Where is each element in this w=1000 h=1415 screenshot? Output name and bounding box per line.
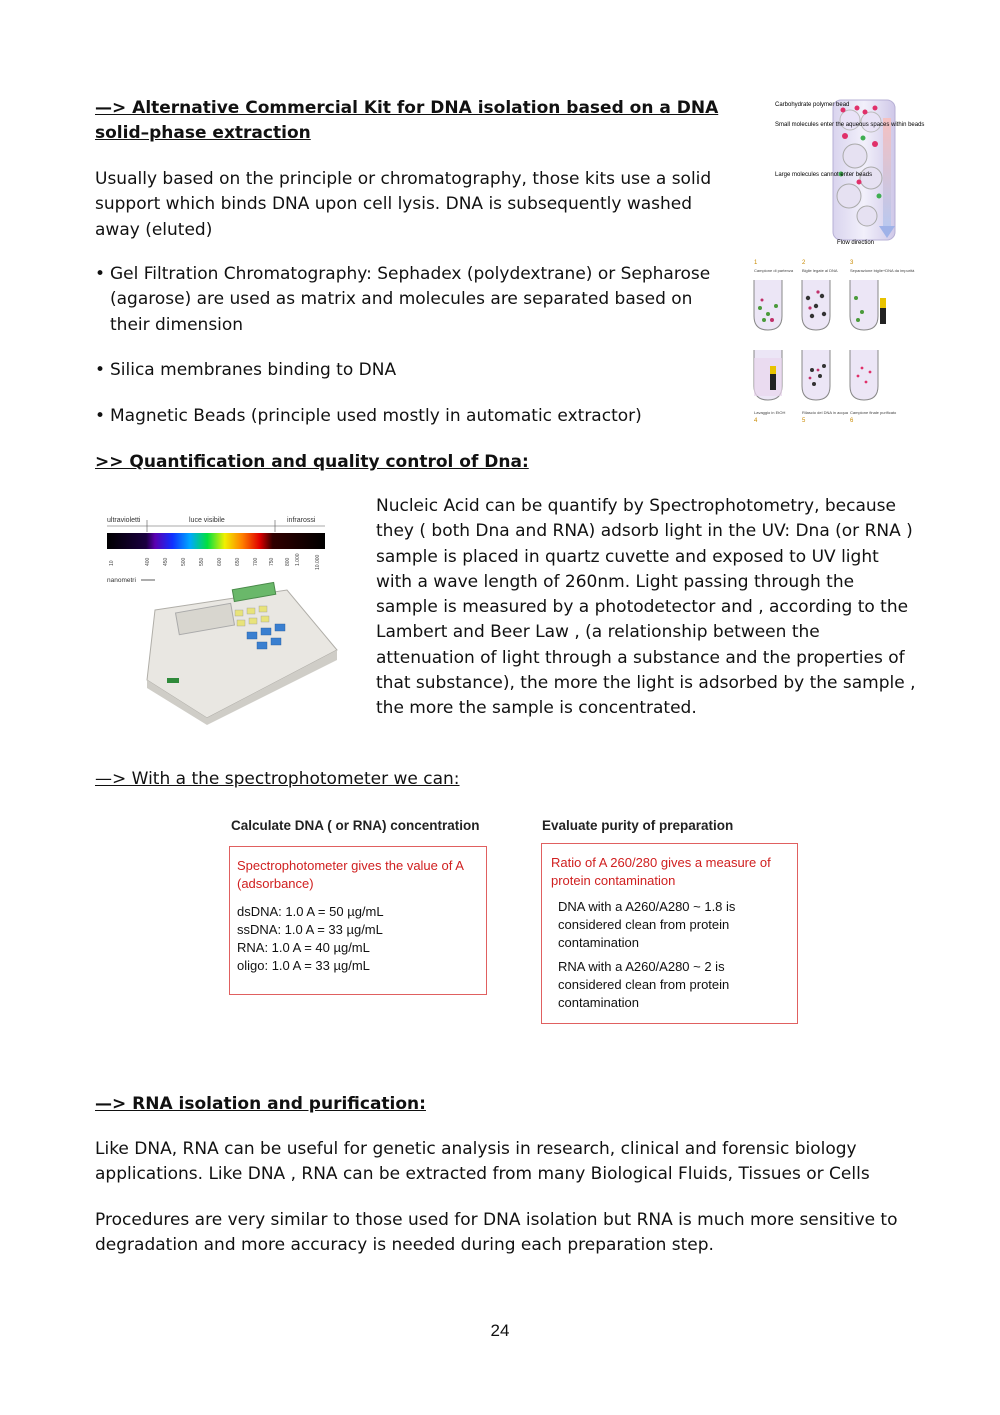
spectrum-tick: 700 <box>253 557 259 566</box>
concentration-line-dsdna: dsDNA: 1.0 A = 50 µg/mL <box>237 904 384 919</box>
spectrum-tick: 450 <box>163 557 169 566</box>
step-number: 3 <box>850 260 854 266</box>
bullet-dot: • <box>95 264 106 284</box>
step-number: 2 <box>802 260 806 266</box>
purity-box <box>541 843 798 1024</box>
spectrum-tick: 10 <box>109 560 115 566</box>
step-label: Lavaggio in EtOH <box>754 410 786 415</box>
purity-dna: DNA with a A260/A280 ~ 1.8 is considered clean from protein contamination <box>558 899 736 950</box>
spectrum-tick: 500 <box>181 557 187 566</box>
step-label: Biglie legate al DNA <box>802 268 838 273</box>
label-small-molecules: Small molecules enter the aqueous spaces within beads <box>775 122 925 128</box>
step-label: Rilascio del DNA in acqua <box>802 410 849 415</box>
gel-filtration-column-illustration <box>775 98 925 246</box>
spectrum-tick: 550 <box>199 557 205 566</box>
step-number: 1 <box>754 260 758 266</box>
step-number: 5 <box>802 418 806 424</box>
label-large-molecules: Large molecules cannot enter beads <box>775 172 873 178</box>
spectrum-tick: 10.000 <box>315 554 321 570</box>
spectrophotometer-uses-heading: —> With a the spectrophotometer we can: <box>95 769 460 789</box>
spectrophotometer-device <box>147 582 337 725</box>
gel-filtration-column-figure <box>775 98 925 246</box>
purity-note: Ratio of A 260/280 gives a measure of protein contamination <box>551 855 771 888</box>
spectrum-tick: 800 <box>285 557 291 566</box>
bullet-text: Magnetic Beads (principle used mostly in automatic extractor) <box>110 406 642 426</box>
bullet-gel-filtration <box>95 262 720 338</box>
bullet-silica <box>95 358 720 383</box>
spectrum-tick: 1.000 <box>295 553 301 566</box>
label-nanometers: nanometri <box>107 577 136 584</box>
heading-line-2: solid–phase extraction <box>95 123 311 143</box>
magnetic-beads-illustration <box>752 258 915 426</box>
bullet-magnetic-beads <box>95 404 720 429</box>
concentration-line-ssdna: ssDNA: 1.0 A = 33 µg/mL <box>237 922 383 937</box>
step-label: Campione di partenza <box>754 268 794 273</box>
label-ultraviolet: ultravioletti <box>107 517 141 524</box>
concentration-note: Spectrophotometer gives the value of A (adsorbance) <box>237 858 464 891</box>
rna-paragraph-2: Procedures are very similar to those used for DNA isolation but RNA is much more sensitive to degradation and more accuracy is needed during each preparation step. <box>95 1210 898 1256</box>
purity-box-title: Evaluate purity of preparation <box>542 818 734 833</box>
kit-intro-paragraph: Usually based on the principle or chromatography, those kits use a solid support which binds DNA upon cell lysis. DNA is subsequently washed away (eluted) <box>95 169 712 240</box>
concentration-line-oligo: oligo: 1.0 A = 33 µg/mL <box>237 958 370 973</box>
section-heading-rna: —> RNA isolation and purification: <box>95 1094 426 1114</box>
label-visible: luce visibile <box>189 517 225 524</box>
step-number: 4 <box>754 418 758 424</box>
label-carbohydrate: Carbohydrate polymer bead <box>775 102 850 108</box>
magnetic-beads-figure <box>752 258 915 426</box>
bullet-text: Gel Filtration Chromatography: Sephadex (polydextrane) or Sepharose (agarose) are used as matrix and molecules are separated based on their dimension <box>110 264 711 335</box>
purity-rna: RNA with a A260/A280 ~ 2 is considered clean from protein contamination <box>558 959 730 1010</box>
rna-paragraph-1: Like DNA, RNA can be useful for genetic analysis in research, clinical and forensic biology applications. Like DNA , RNA can be extracted from many Biological Fluids, Tissues or Cells <box>95 1139 870 1185</box>
bullet-dot: • <box>95 360 106 380</box>
spectrum-tick: 650 <box>235 557 241 566</box>
heading-line-1: —> Alternative Commercial Kit for DNA isolation based on a DNA <box>95 98 719 118</box>
step-number: 6 <box>850 418 854 424</box>
label-flow-direction: Flow direction <box>837 240 875 246</box>
step-label: Campione finale purificato <box>850 410 897 415</box>
spectrum-and-instrument-illustration <box>107 510 339 720</box>
bullet-dot: • <box>95 406 106 426</box>
bullet-text: Silica membranes binding to DNA <box>110 360 397 380</box>
step-label: Separazione biglie+DNA da impurità <box>850 268 915 273</box>
section-heading-quantification: >> Quantification and quality control of Dna: <box>95 452 529 472</box>
concentration-box-title: Calculate DNA ( or RNA) concentration <box>231 818 480 833</box>
spectrophotometry-paragraph: Nucleic Acid can be quantify by Spectrophotometry, because they ( both Dna and RNA) adsorb light in the UV: Dna (or RNA ) sample is placed in quartz cuvette and exposed to UV light with a wave length of 260nm. Light passing through the sample is measured by a photodetector and , according to the Lambert and Beer Law , (a relationship between the attenuation of light through a substance and the properties of that substance), the more the light is adsorbed by the sample , the more the sample is concentrated. <box>376 496 916 719</box>
label-infrared: infrarossi <box>287 517 316 524</box>
page-number: 24 <box>490 1321 510 1340</box>
spectrum-tick: 400 <box>145 557 151 566</box>
spectrophotometer-figure <box>107 510 339 720</box>
spectrum-tick: 750 <box>269 557 275 566</box>
concentration-box <box>229 846 487 995</box>
spectrum-bar <box>107 533 325 549</box>
section-heading-kit <box>95 96 735 146</box>
concentration-line-rna: RNA: 1.0 A = 40 µg/mL <box>237 940 370 955</box>
spectrum-tick: 600 <box>217 557 223 566</box>
